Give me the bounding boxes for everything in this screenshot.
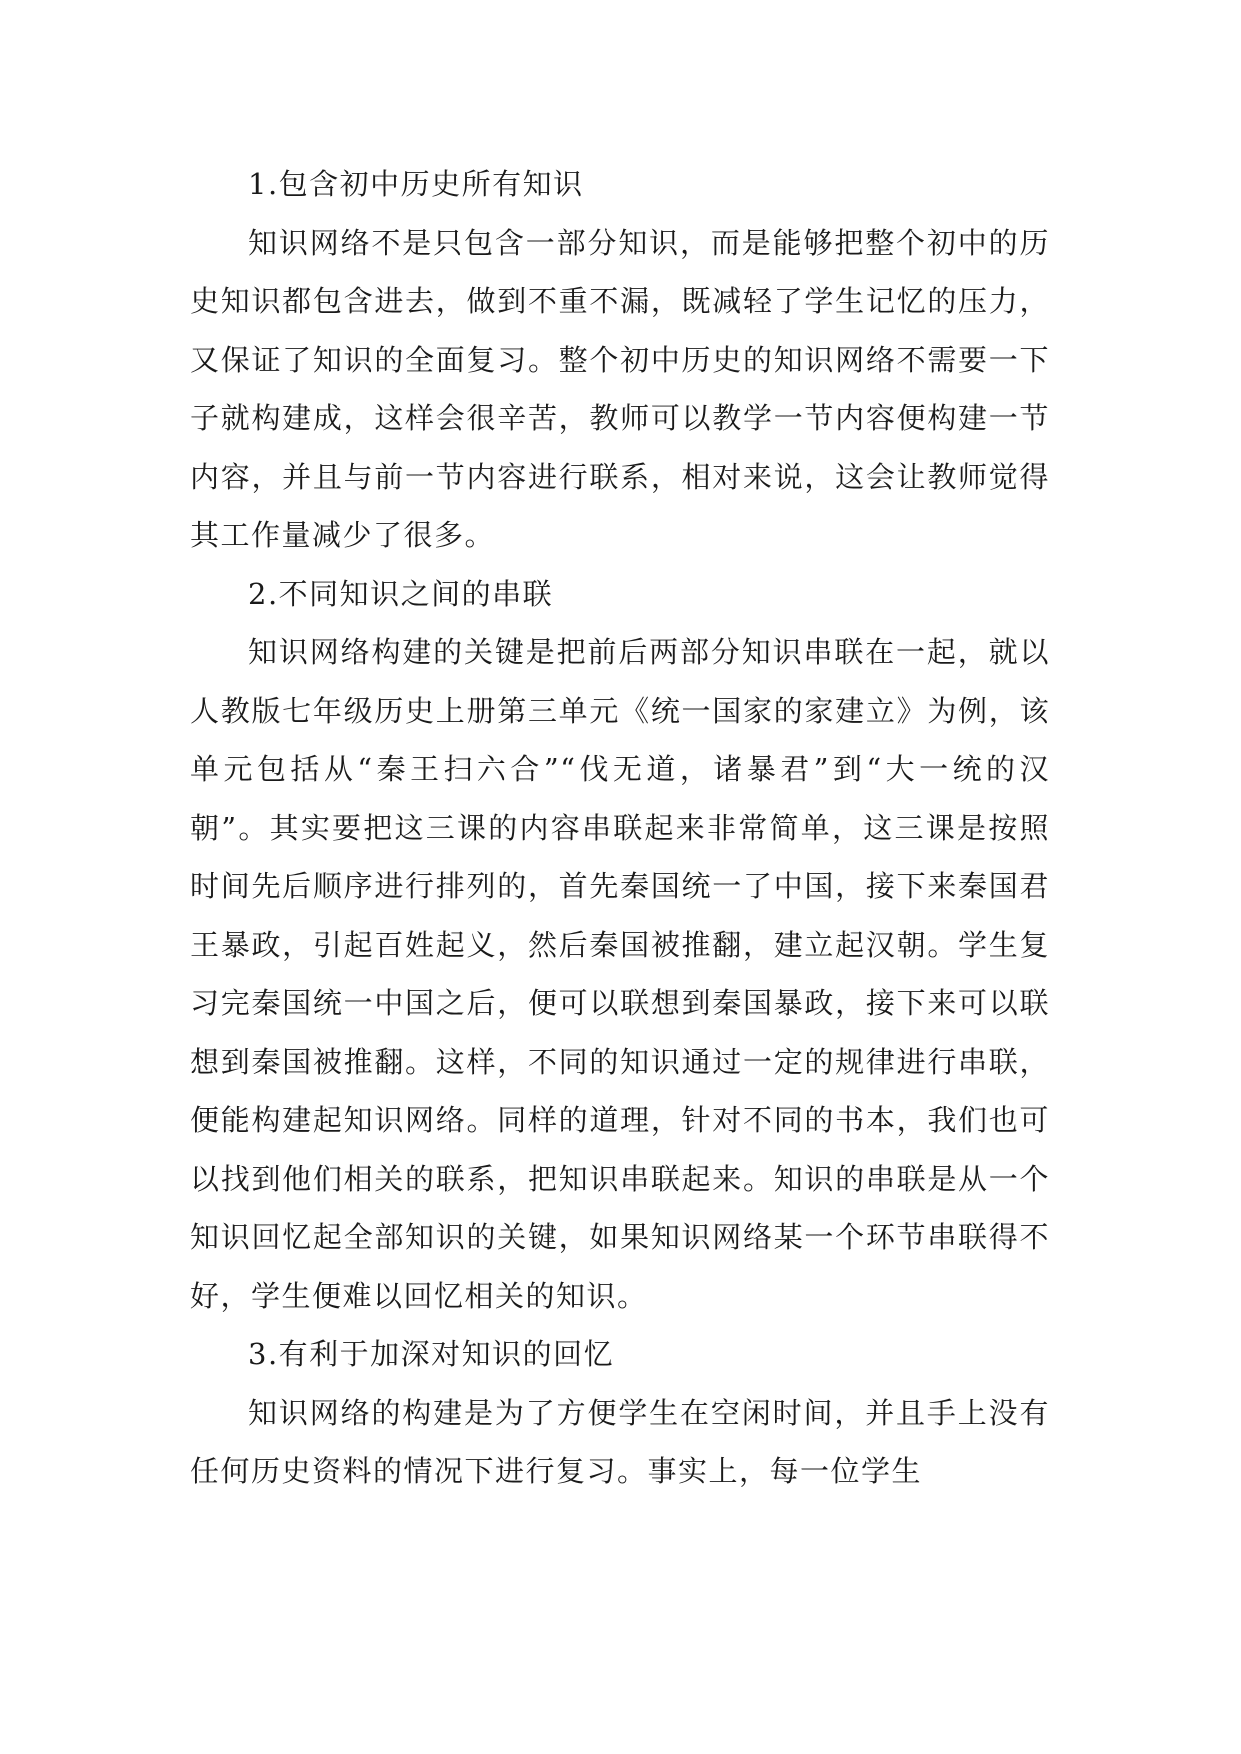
- section-paragraph-3: 知识网络的构建是为了方便学生在空闲时间，并且手上没有任何历史资料的情况下进行复习。事实上，每一位学生: [190, 1395, 1050, 1488]
- section-heading-2: 2.不同知识之间的串联: [248, 576, 554, 611]
- section-heading-1: 1.包含初中历史所有知识: [248, 167, 584, 201]
- section-paragraph-1: 知识网络不是只包含一部分知识，而是能够把整个初中的历史知识都包含进去，做到不重不漏，既减轻了学生记忆的压力，又保证了知识的全面复习。整个初中历史的知识网络不需要一下子就构建成，这样会很辛苦，教师可以教学一节内容便构建一节内容，并且与前一节内容进行联系，相对来说，这会让教师觉得其工作量减少了很多。: [190, 225, 1050, 552]
- document-body: [190, 155, 1050, 1501]
- section-heading-3: 3.有利于加深对知识的回忆: [248, 1337, 615, 1371]
- section-paragraph-2: 知识网络构建的关键是把前后两部分知识串联在一起，就以人教版七年级历史上册第三单元《统一国家的家建立》为例，该单元包括从“秦王扫六合”“伐无道，诸暴君”到“大一统的汉朝”。其实要把这三课的内容串联起来非常简单，这三课是按照时间先后顺序进行排列的，首先秦国统一了中国，接下来秦国君王暴政，引起百姓起义，然后秦国被推翻，建立起汉朝。学生复习完秦国统一中国之后，便可以联想到秦国暴政，接下来可以联想到秦国被推翻。这样，不同的知识通过一定的规律进行串联，便能构建起知识网络。同样的道理，针对不同的书本，我们也可以找到他们相关的联系，把知识串联起来。知识的串联是从一个知识回忆起全部知识的关键，如果知识网络某一个环节串联得不好，学生便难以回忆相关的知识。: [190, 635, 1050, 1313]
